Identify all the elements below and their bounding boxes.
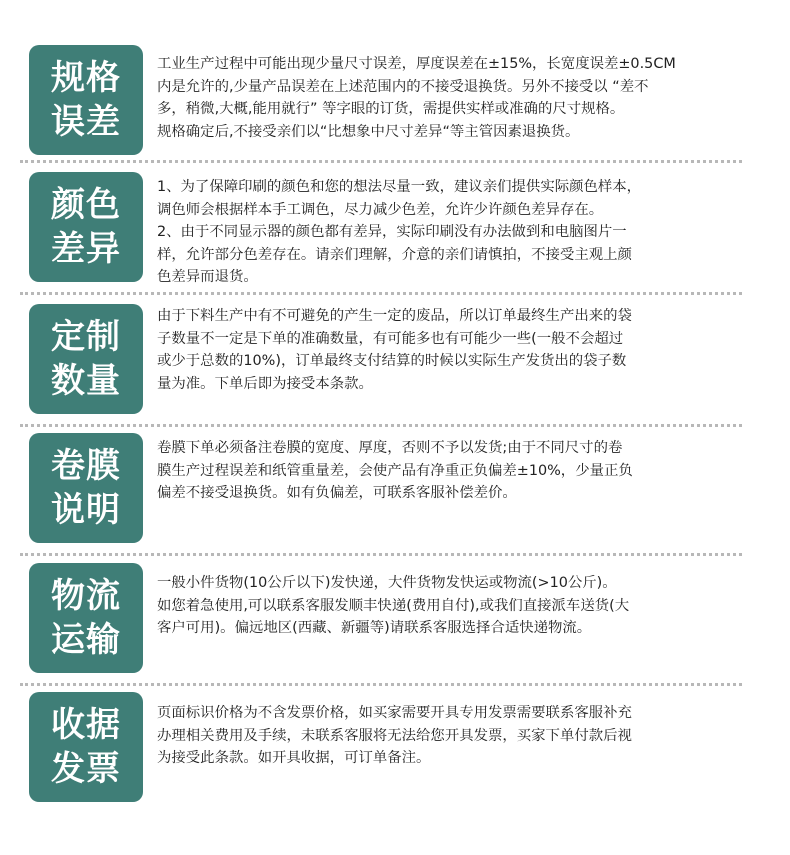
text-line: 为接受此条款。如开具收据，可订单备注。 [157, 750, 431, 766]
section-divider [20, 160, 742, 163]
text-line: 或少于总数的10%)，订单最终支付结算的时候以实际生产发货出的袋子数 [157, 353, 627, 369]
section-text-spec-tolerance [157, 53, 762, 143]
text-line: 样，允许部分色差存在。请亲们理解，介意的亲们请慎拍，不接受主观上颜 [157, 246, 632, 263]
section-divider [20, 292, 742, 295]
section-divider [20, 553, 742, 556]
text-line: 2、由于不同显示器的颜色都有差异，实际印刷没有办法做到和电脑图片一 [157, 224, 627, 240]
text-line: 调色师会根据样本手工调色，尽力减少色差，允许少许颜色差异存在。 [157, 201, 604, 218]
section-text-custom-quantity [157, 305, 762, 395]
text-line: 子数量不一定是下单的准确数量，有可能多也有可能少一些(一般不会超过 [157, 330, 624, 347]
section-text-receipt-invoice [157, 702, 762, 770]
badge-title-line1: 物流 [51, 576, 121, 616]
section-text-color-difference [157, 176, 762, 289]
badge-logistics [29, 563, 143, 673]
badge-roll-film-notes [29, 433, 143, 543]
text-line: 办理相关费用及手续，未联系客服将无法给您开具发票，买家下单付款后视 [157, 727, 632, 744]
text-line: 膜生产过程误差和纸管重量差，会使产品有净重正负偏差±10%，少量正负 [157, 462, 633, 479]
badge-title-line1: 颜色 [51, 185, 121, 225]
badge-title-line1: 规格 [51, 58, 121, 98]
text-line: 色差异而退货。 [157, 269, 258, 285]
text-line: 偏差不接受退换货。如有负偏差，可联系客服补偿差价。 [157, 485, 517, 501]
section-divider [20, 424, 742, 427]
text-line: 多，稍微,大概,能用就行” 等字眼的订货，需提供实样或准确的尺寸规格。 [157, 101, 625, 117]
text-line: 规格确定后,不接受亲们以“比想象中尺寸差异“等主管因素退换货。 [157, 123, 580, 140]
section-text-logistics [157, 572, 762, 640]
badge-title-line2: 数量 [51, 361, 121, 401]
badge-title-line2: 说明 [51, 490, 121, 530]
badge-title-line2: 差异 [51, 229, 121, 269]
badge-custom-quantity [29, 304, 143, 414]
text-line: 卷膜下单必须备注卷膜的宽度、厚度，否则不予以发货;由于不同尺寸的卷 [157, 440, 623, 456]
text-line: 由于下料生产中有不可避免的产生一定的废品，所以订单最终生产出来的袋 [157, 308, 632, 324]
badge-title-line2: 运输 [51, 620, 121, 660]
section-text-roll-film-notes [157, 437, 762, 505]
badge-spec-tolerance [29, 45, 143, 155]
section-divider [20, 683, 742, 686]
text-line: 量为准。下单后即为接受本条款。 [157, 375, 373, 392]
text-line: 内是允许的,少量产品误差在上述范围内的不接受退换货。另外不接受以 “差不 [157, 78, 649, 95]
badge-title-line1: 定制 [51, 317, 121, 357]
badge-title-line2: 发票 [51, 749, 121, 789]
badge-title-line1: 收据 [51, 705, 121, 745]
text-line: 客户可用)。偏远地区(西藏、新疆等)请联系客服选择合适快递物流。 [157, 620, 592, 636]
text-line: 页面标识价格为不含发票价格，如买家需要开具专用发票需要联系客服补充 [157, 705, 632, 721]
badge-color-difference [29, 172, 143, 282]
text-line: 工业生产过程中可能出现少量尺寸误差，厚度误差在±15%，长宽度误差±0.5CM [157, 56, 676, 72]
badge-title-line1: 卷膜 [51, 446, 121, 486]
text-line: 一般小件货物(10公斤以下)发快递，大件货物发快运或物流(>10公斤)。 [157, 575, 617, 591]
badge-title-line2: 误差 [51, 102, 121, 142]
text-line: 如您着急使用,可以联系客服发顺丰快递(费用自付),或我们直接派车送货(大 [157, 597, 630, 614]
badge-receipt-invoice [29, 692, 143, 802]
text-line: 1、为了保障印刷的颜色和您的想法尽量一致，建议亲们提供实际颜色样本， [157, 179, 642, 195]
